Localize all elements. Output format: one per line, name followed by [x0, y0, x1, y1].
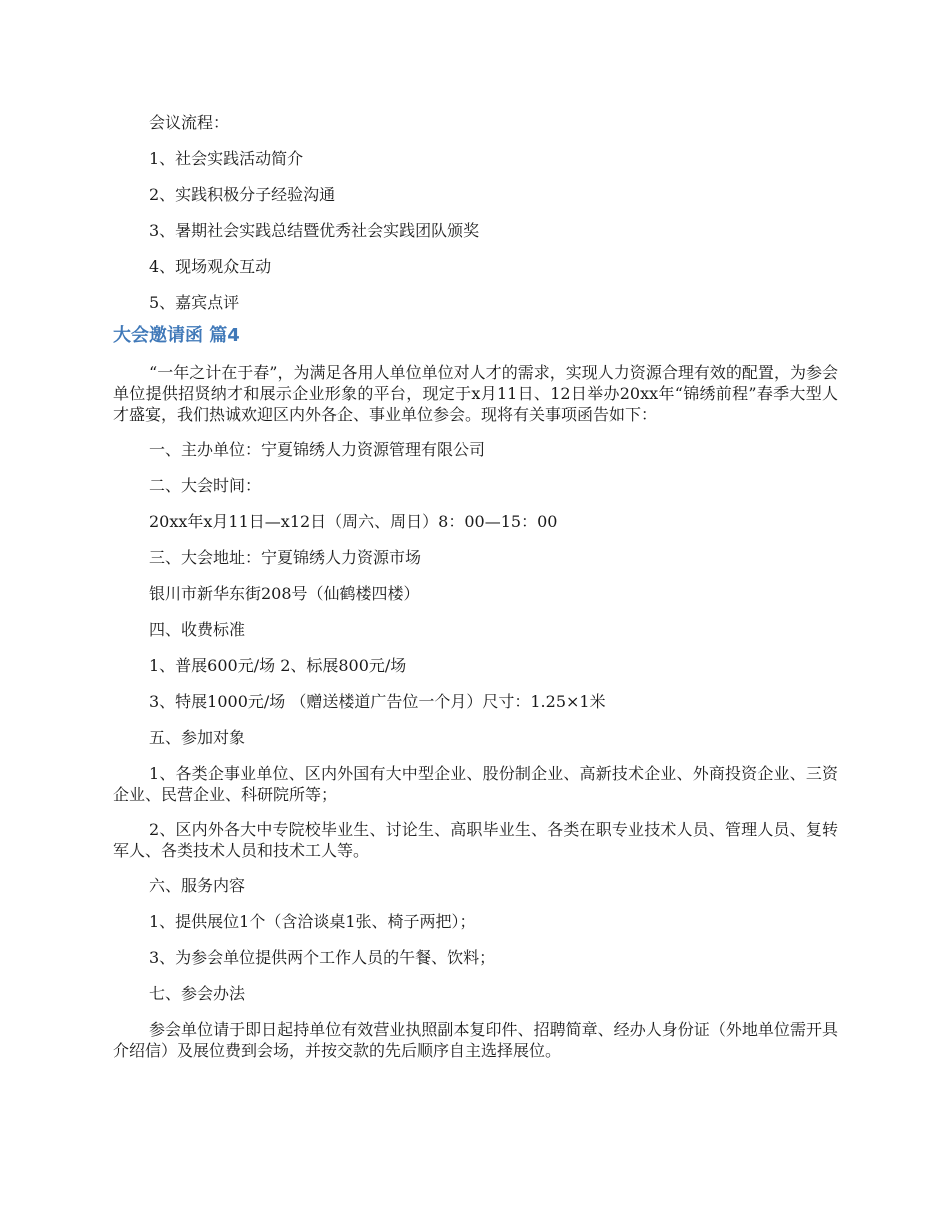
service-line-1: 1、提供展位1个（含洽谈桌1张、椅子两把）； [149, 912, 476, 931]
fee-line-2: 3、特展1000元/场 （赠送楼道广告位一个月）尺寸：1.25×1米 [149, 692, 606, 711]
time-label: 二、大会时间： [149, 476, 262, 495]
time-value: 20xx年x月11日—x12日（周六、周日）8：00—15：00 [149, 512, 558, 531]
participants-paragraph-1: 1、各类企事业单位、区内外国有大中型企业、股份制企业、高新技术企业、外商投资企业、三资企业、民营企业、科研院所等； [113, 764, 838, 804]
flow-item-1: 1、社会实践活动简介 [149, 149, 304, 168]
meeting-flow-label: 会议流程： [149, 113, 230, 132]
flow-item-4: 4、现场观众互动 [149, 257, 272, 276]
venue-label: 三、大会地址：宁夏锦绣人力资源市场 [149, 548, 422, 567]
fee-line-1: 1、普展600元/场 2、标展800元/场 [149, 656, 407, 675]
document-page [113, 112, 838, 1075]
method-label: 七、参会办法 [149, 984, 246, 1003]
intro-paragraph: “一年之计在于春”，为满足各用人单位单位对人才的需求，实现人力资源合理有效的配置，为参会单位提供招贤纳才和展示企业形象的平台，现定于x月11日、12日举办20xx年“锦绣前程”春季大型人才盛宴，我们热诚欢迎区内外各企、事业单位参会。现将有关事项函告如下： [113, 363, 838, 424]
organizer-line: 一、主办单位：宁夏锦绣人力资源管理有限公司 [149, 440, 486, 459]
service-label: 六、服务内容 [149, 876, 246, 895]
method-paragraph: 参会单位请于即日起持单位有效营业执照副本复印件、招聘简章、经办人身份证（外地单位需开具介绍信）及展位费到会场，并按交款的先后顺序自主选择展位。 [113, 1020, 838, 1060]
flow-item-5: 5、嘉宾点评 [149, 293, 240, 312]
venue-address: 银川市新华东街208号（仙鹤楼四楼） [149, 584, 420, 603]
flow-item-3: 3、暑期社会实践总结暨优秀社会实践团队颁奖 [149, 221, 480, 240]
participants-label: 五、参加对象 [149, 728, 246, 747]
fee-label: 四、收费标准 [149, 620, 246, 639]
service-line-2: 3、为参会单位提供两个工作人员的午餐、饮料； [149, 948, 496, 967]
flow-item-2: 2、实践积极分子经验沟通 [149, 185, 336, 204]
section-heading: 大会邀请函 篇4 [113, 325, 240, 346]
participants-paragraph-2: 2、区内外各大中专院校毕业生、讨论生、高职毕业生、各类在职专业技术人员、管理人员、复转军人、各类技术人员和技术工人等。 [113, 820, 838, 860]
